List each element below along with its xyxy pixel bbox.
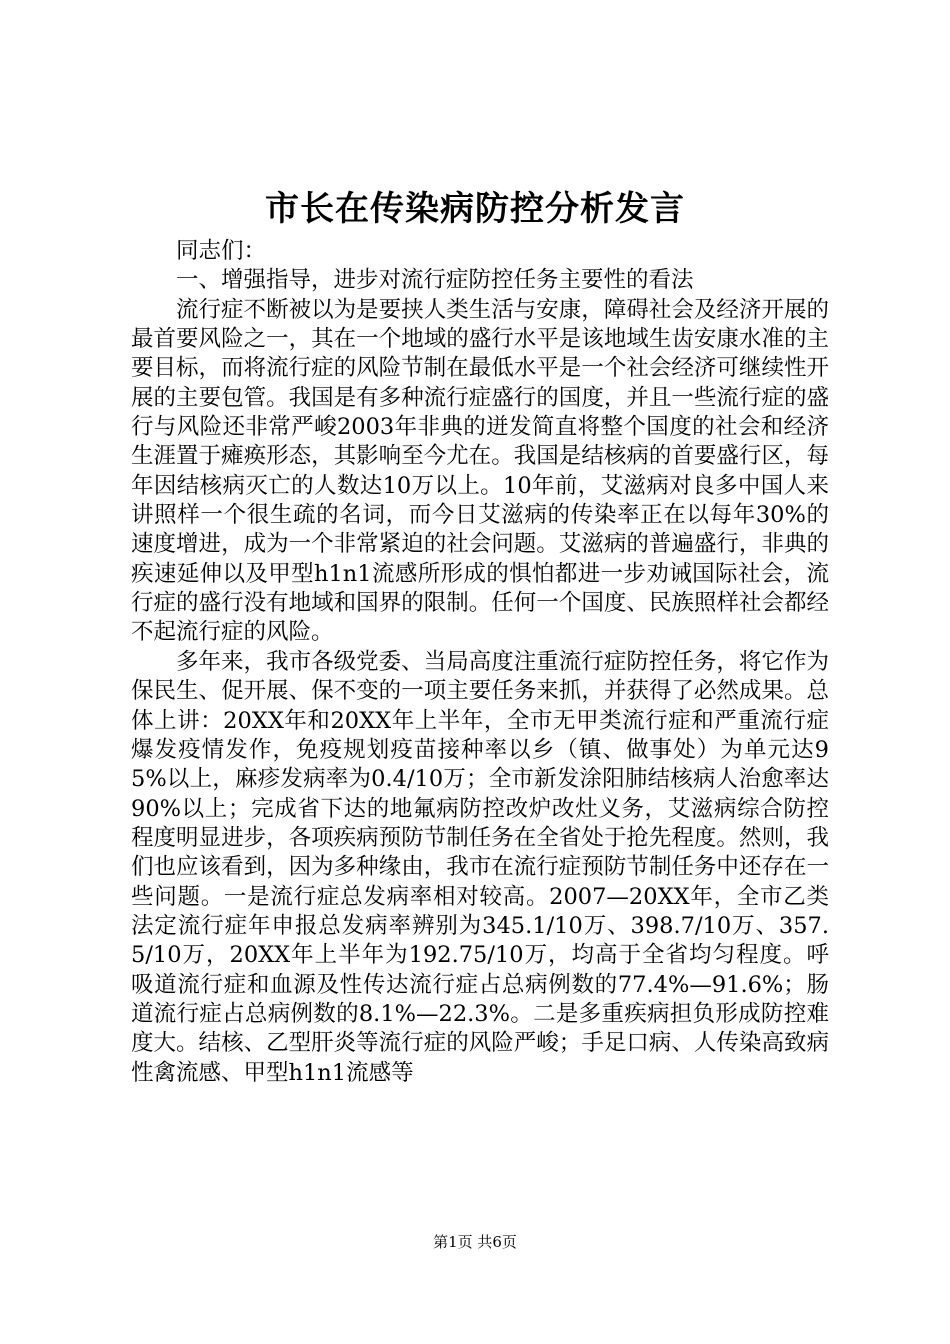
page-footer: [0, 1232, 950, 1252]
body-paragraph: 流行症不断被以为是要挟人类生活与安康，障碍社会及经济开展的最首要风险之一，其在一个地域的盛行水平是该地域生齿安康水准的主要目标，而将流行症的风险节制在最低水平是一个社会经济可继续性开展的主要包管。我国是有多种流行症盛行的国度，并且一些流行症的盛行与风险还非常严峻2003年非典的迸发简直将整个国度的社会和经济生涯置于瘫痪形态，其影响至今尤在。我国是结核病的首要盛行区，每年因结核病灭亡的人数达10万以上。10年前，艾滋病对良多中国人来讲照样一个很生疏的名词，而今日艾滋病的传染率正在以每年30%的速度增进，成为一个非常紧迫的社会问题。艾滋病的普遍盛行，非典的疾速延伸以及甲型h1n1流感所形成的惧怕都进一步劝诫国际社会，流行症的盛行没有地域和国界的限制。任何一个国度、民族照样社会都经不起流行症的风险。: [131, 296, 829, 646]
section-heading: 一、增强指导，进步对流行症防控任务主要性的看法: [176, 267, 694, 294]
page-total: 共6页: [477, 1233, 517, 1251]
salutation-paragraph: 同志们：: [176, 238, 267, 264]
document-title: 市长在传染病防控分析发言: [265, 189, 685, 229]
document-body: [131, 237, 829, 1088]
page-number: 第1页: [433, 1233, 473, 1251]
body-paragraph: 多年来，我市各级党委、当局高度注重流行症防控任务，将它作为保民生、促开展、保不变的一项主要任务来抓，并获得了必然成果。总体上讲：20XX年和20XX年上半年，全市无甲类流行症和严重流行症爆发疫情发作，免疫规划疫苗接种率以乡（镇、做事处）为单元达95%以上，麻疹发病率为0.4/10万；全市新发涂阳肺结核病人治愈率达90%以上；完成省下达的地氟病防控改炉改灶义务，艾滋病综合防控程度明显进步，各项疾病预防节制任务在全省处于抢先程度。然则，我们也应该看到，因为多种缘由，我市在流行症预防节制任务中还存在一些问题。一是流行症总发病率相对较高。2007—20XX年，全市乙类法定流行症年申报总发病率辨别为345.1/10万、398.7/10万、357.5/10万，20XX年上半年为192.75/10万，均高于全省均匀程度。呼吸道流行症和血源及性传达流行症占总病例数的77.4%—91.6%；肠道流行症占总病例数的8.1%—22.3%。二是多重疾病担负形成防控难度大。结核、乙型肝炎等流行症的风险严峻；手足口病、人传染高致病性禽流感、甲型h1n1流感等: [131, 648, 829, 1086]
